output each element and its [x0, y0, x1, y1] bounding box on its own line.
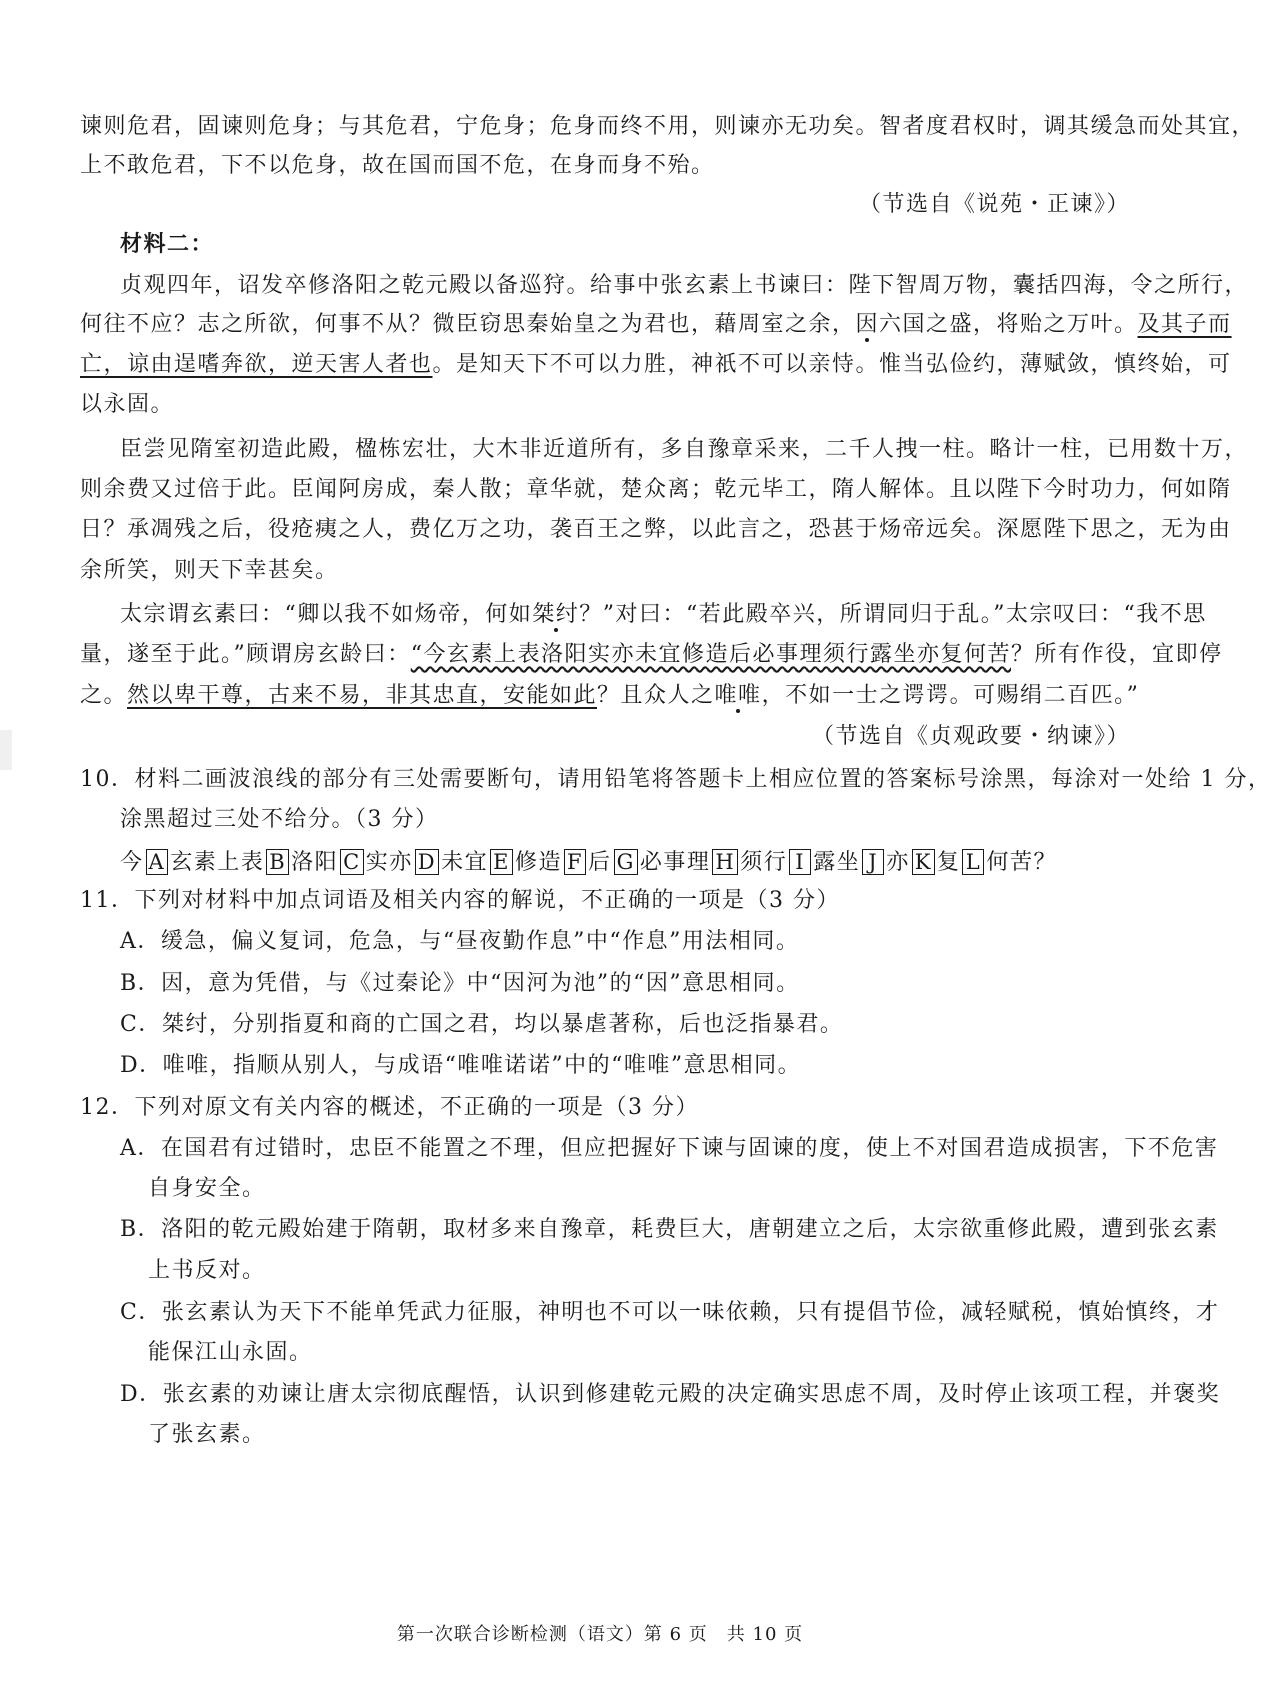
dotted-word-yin: 因 [855, 312, 880, 337]
q10-stem-line1: 10．材料二画波浪线的部分有三处需要断句，请用铅笔将答题卡上相应位置的答案标号涂黑，每涂对一处给 1 分， [80, 767, 1271, 792]
q12-option-b-line2[interactable]: 上书反对。 [148, 1258, 266, 1283]
option-box-g[interactable]: G [614, 849, 638, 875]
dotted-word-jiezhou: 桀纣 [532, 602, 580, 627]
q11-option-d[interactable]: D．唯唯，指顺从别人，与成语“唯唯诺诺”中的“唯唯”意思相同。 [120, 1053, 802, 1078]
option-box-h[interactable]: H [712, 849, 738, 875]
q11-option-b[interactable]: B．因，意为凭借，与《过秦论》中“因河为池”的“因”意思相同。 [120, 971, 800, 996]
material2-p2-line3: 日？承凋残之后，役疮痍之人，费亿万之功，袭百王之弊，以此言之，恐甚于炀帝远矣。深愿陛下思之，无为由 [80, 517, 1232, 542]
q12-option-d-line2[interactable]: 了张玄素。 [148, 1422, 266, 1447]
material2-heading: 材料二： [120, 231, 215, 257]
material2-p2-line4: 余所笑，则天下幸甚矣。 [80, 558, 339, 583]
option-box-e[interactable]: E [490, 849, 513, 875]
q10-stem-line2: 涂黑超过三处不给分。（3 分） [120, 807, 439, 832]
material2-p2-line1: 臣尝见隋室初造此殿，楹栋宏壮，大木非近道所有，多自豫章采来，二千人拽一柱。略计一柱，已用数十万， [120, 437, 1249, 462]
option-box-b[interactable]: B [266, 849, 289, 875]
q11-option-c[interactable]: C．桀纣，分别指夏和商的亡国之君，均以暴虐著称，后也泛指暴君。 [120, 1012, 844, 1037]
material2-p3-line3: 之。然以卑干尊，古来不易，非其忠直，安能如此？且众人之唯唯，不如一士之谔谔。可赐绢二百匹。” [80, 683, 1140, 708]
option-box-c[interactable]: C [340, 849, 364, 875]
q12-option-d-line1[interactable]: D．张玄素的劝谏让唐太宗彻底醒悟，认识到修建乾元殿的决定确实思虑不周，及时停止该项工程，并褒奖 [120, 1382, 1221, 1407]
material1-line1: 谏则危君，固谏则危身；与其危君，宁危身；危身而终不用，则谏亦无功矣。智者度君权时，调其缓急而处其宜， [80, 114, 1256, 139]
option-box-l[interactable]: L [962, 849, 984, 875]
q12-option-c-line2[interactable]: 能保江山永固。 [148, 1340, 313, 1365]
option-box-f[interactable]: F [564, 849, 586, 875]
q10-answer-options-row: 今 A 玄素上表 B 洛阳 C 实亦 D 未宜 E 修造 F 后 G 必事理 H 须行 I 露坐 J 亦 K 复 L 何苦？ [120, 850, 1057, 875]
material2-p1-line2: 何往不应？志之所欲，何事不从？微臣窃思秦始皇之为君也，藉周室之余，因六国之盛，将贻之万叶。及其子而 [80, 312, 1232, 337]
underlined-sentence-1: 及其子而 [1137, 312, 1232, 337]
material2-p1-line1: 贞观四年，诏发卒修洛阳之乾元殿以备巡狩。给事中张玄素上书谏曰：陛下智周万物，囊括四海，令之所行， [120, 273, 1249, 298]
scan-artifact [0, 730, 12, 770]
material2-p3-line2: 量，遂至于此。”顾谓房玄龄曰：“今玄素上表洛阳实亦未宜修造后必事理须行露坐亦复何苦？所有作役，宜即停 [80, 642, 1223, 667]
material2-p2-line2: 则余费又过倍于此。臣闻阿房成，秦人散；章华就，楚众离；乾元毕工，隋人解体。且以陛下今时功力，何如隋 [80, 477, 1232, 502]
option-box-d[interactable]: D [415, 849, 439, 875]
q12-option-c-line1[interactable]: C．张玄素认为天下不能单凭武力征服，神明也不可以一味依赖，只有提倡节俭，减轻赋税，慎始慎终，才 [120, 1300, 1220, 1325]
q12-option-b-line1[interactable]: B．洛阳的乾元殿始建于隋朝，取材多来自豫章，耗费巨大，唐朝建立之后，太宗欲重修此殿，遭到张玄素 [120, 1217, 1219, 1242]
option-box-i[interactable]: I [789, 849, 811, 875]
option-box-a[interactable]: A [146, 849, 169, 875]
q11-option-a[interactable]: A．缓急，偏义复词，危急，与“昼夜勤作息”中“作息”用法相同。 [120, 929, 800, 954]
dotted-word-weiwei: 唯唯 [714, 683, 762, 708]
material1-source: （节选自《说苑・正谏》） [858, 192, 1130, 217]
option-box-k[interactable]: K [912, 849, 935, 875]
material2-p1-line3: 亡，谅由逞嗜奔欲，逆天害人者也。是知天下不可以力胜，神祇不可以亲恃。惟当弘俭约，薄赋敛，慎终始，可 [80, 352, 1232, 377]
underlined-sentence-2: 然以卑干尊，古来不易，非其忠直，安能如此 [127, 683, 598, 708]
option-box-j[interactable]: J [862, 849, 884, 875]
material2-p1-line4: 以永固。 [80, 392, 175, 417]
q12-stem: 12．下列对原文有关内容的概述，不正确的一项是（3 分） [80, 1095, 699, 1120]
material1-line2: 上不敢危君，下不以危身，故在国而国不危，在身而身不殆。 [80, 153, 715, 178]
material2-source: （节选自《贞观政要・纳谏》） [811, 724, 1130, 749]
page-footer: 第一次联合诊断检测（语文）第 6 页 共 10 页 [396, 1624, 804, 1645]
wavy-underlined-passage: “今玄素上表洛阳实亦未宜修造后必事理须行露坐亦复何苦 [410, 642, 1011, 667]
q12-option-a-line1[interactable]: A．在国君有过错时，忠臣不能置之不理，但应把握好下谏与固谏的度，使上不对国君造成损害，下不危害 [120, 1136, 1219, 1161]
q12-option-a-line2[interactable]: 自身安全。 [148, 1176, 266, 1201]
underlined-sentence-1b: 亡，谅由逞嗜奔欲，逆天害人者也 [80, 352, 433, 377]
material2-p3-line1: 太宗谓玄素曰：“卿以我不如炀帝，何如桀纣？”对曰：“若此殿卒兴，所谓同归于乱。”太宗叹曰：“我不思 [120, 602, 1207, 627]
q11-stem: 11．下列对材料中加点词语及相关内容的解说，不正确的一项是（3 分） [80, 888, 840, 913]
